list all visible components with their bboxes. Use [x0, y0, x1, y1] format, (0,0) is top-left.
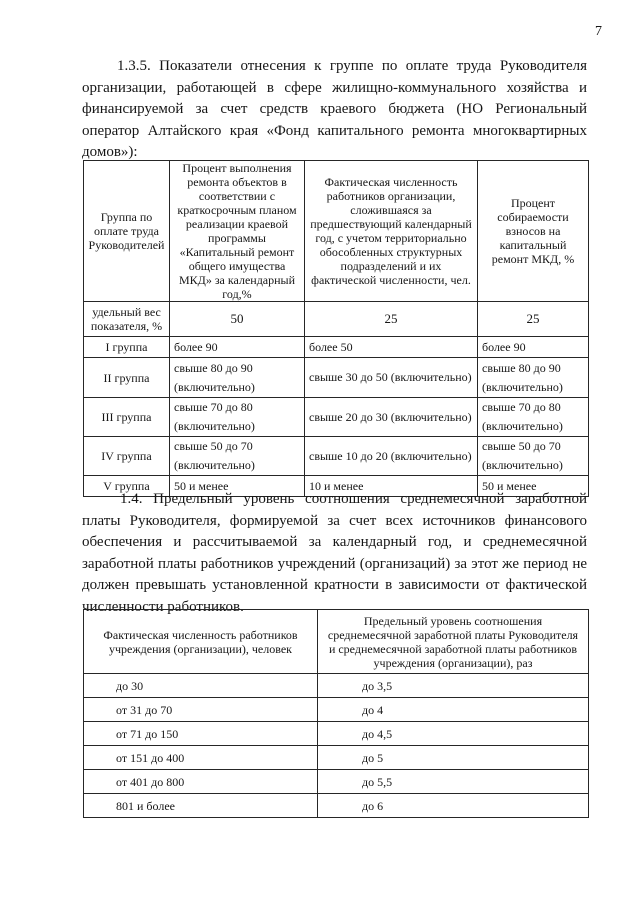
- collection-cell: более 90: [478, 337, 589, 358]
- staff-cell: 10 и менее: [305, 476, 478, 497]
- staff-range-cell: от 401 до 800: [84, 770, 318, 794]
- group-cell: IV группа: [84, 437, 170, 476]
- section-1-4-paragraph: 1.4. Предельный уровень соотношения среднемесячной заработной платы Руководителя, формируемой за счет всех источников финансового обеспечения и рассчитываемой за календарный год, и среднемесячной заработной платы работников учреждений (организаций) за этот же период не должен превышать установленной кратности в зависимости от фактической численности работников.: [82, 491, 587, 615]
- staff-cell: более 50: [305, 337, 478, 358]
- staff-cell: свыше 20 до 30 (включительно): [305, 398, 478, 437]
- weight-collection: 25: [478, 302, 589, 337]
- staff-range-cell: от 71 до 150: [84, 722, 318, 746]
- group-cell: II группа: [84, 358, 170, 398]
- ratio-cell: до 5,5: [318, 770, 589, 794]
- table-row: [84, 398, 589, 437]
- table-header-row: [84, 610, 589, 674]
- page-number: 7: [595, 24, 602, 39]
- weight-repair: 50: [170, 302, 305, 337]
- table-row: [84, 337, 589, 358]
- collection-cell: свыше 80 до 90 (включительно): [478, 358, 589, 398]
- ratio-cell: до 4,5: [318, 722, 589, 746]
- repair-cell: более 90: [170, 337, 305, 358]
- table-row: [84, 770, 589, 794]
- group-cell: I группа: [84, 337, 170, 358]
- repair-cell: свыше 50 до 70 (включительно): [170, 437, 305, 476]
- repair-cell: свыше 80 до 90 (включительно): [170, 358, 305, 398]
- table-row: [84, 698, 589, 722]
- header-staff-count: Фактическая численность работников организации, сложившаяся за предшествующий календарный год, с учетом территориально обособленных структурных подразделений и их фактической численности, чел.: [305, 161, 478, 302]
- staff-cell: свыше 10 до 20 (включительно): [305, 437, 478, 476]
- header-staff-count: Фактическая численность работников учреждения (организации), человек: [84, 610, 318, 674]
- collection-cell: свыше 70 до 80 (включительно): [478, 398, 589, 437]
- staff-range-cell: до 30: [84, 674, 318, 698]
- collection-cell: свыше 50 до 70 (включительно): [478, 437, 589, 476]
- ratio-cell: до 3,5: [318, 674, 589, 698]
- salary-ratio-table: [83, 609, 589, 818]
- collection-cell: 50 и менее: [478, 476, 589, 497]
- staff-range-cell: от 151 до 400: [84, 746, 318, 770]
- group-cell: III группа: [84, 398, 170, 437]
- staff-range-cell: от 31 до 70: [84, 698, 318, 722]
- table-row: [84, 437, 589, 476]
- header-collection-percent: Процент собираемости взносов на капитальный ремонт МКД, %: [478, 161, 589, 302]
- ratio-cell: до 5: [318, 746, 589, 770]
- ratio-cell: до 6: [318, 794, 589, 818]
- section-1-3-5-paragraph: 1.3.5. Показатели отнесения к группе по оплате труда Руководителя организации, работающей в сфере жилищно-коммунального хозяйства и финансируемой за счет средств краевого бюджета (НО Региональный оператор Алтайского края «Фонд капитального ремонта многоквартирных домов»):: [82, 58, 587, 161]
- table-row: [84, 722, 589, 746]
- table-row: [84, 358, 589, 398]
- repair-cell: свыше 70 до 80 (включительно): [170, 398, 305, 437]
- group-indicators-table: [83, 160, 589, 497]
- header-repair-percent: Процент выполнения ремонта объектов в соответствии с краткосрочным планом реализации краевой программы «Капитальный ремонт общего имущества МКД» за календарный год,%: [170, 161, 305, 302]
- weight-row: [84, 302, 589, 337]
- staff-cell: свыше 30 до 50 (включительно): [305, 358, 478, 398]
- weight-staff: 25: [305, 302, 478, 337]
- repair-cell: 50 и менее: [170, 476, 305, 497]
- ratio-cell: до 4: [318, 698, 589, 722]
- table-row: [84, 746, 589, 770]
- header-group: Группа по оплате труда Руководителей: [84, 161, 170, 302]
- table-row: [84, 674, 589, 698]
- group-cell: V группа: [84, 476, 170, 497]
- table-header-row: [84, 161, 589, 302]
- weight-label: удельный вес показателя, %: [84, 302, 170, 337]
- table-row: [84, 794, 589, 818]
- staff-range-cell: 801 и более: [84, 794, 318, 818]
- header-salary-ratio: Предельный уровень соотношения среднемесячной заработной платы Руководителя и среднемесячной заработной платы работников учреждения (организации), раз: [318, 610, 589, 674]
